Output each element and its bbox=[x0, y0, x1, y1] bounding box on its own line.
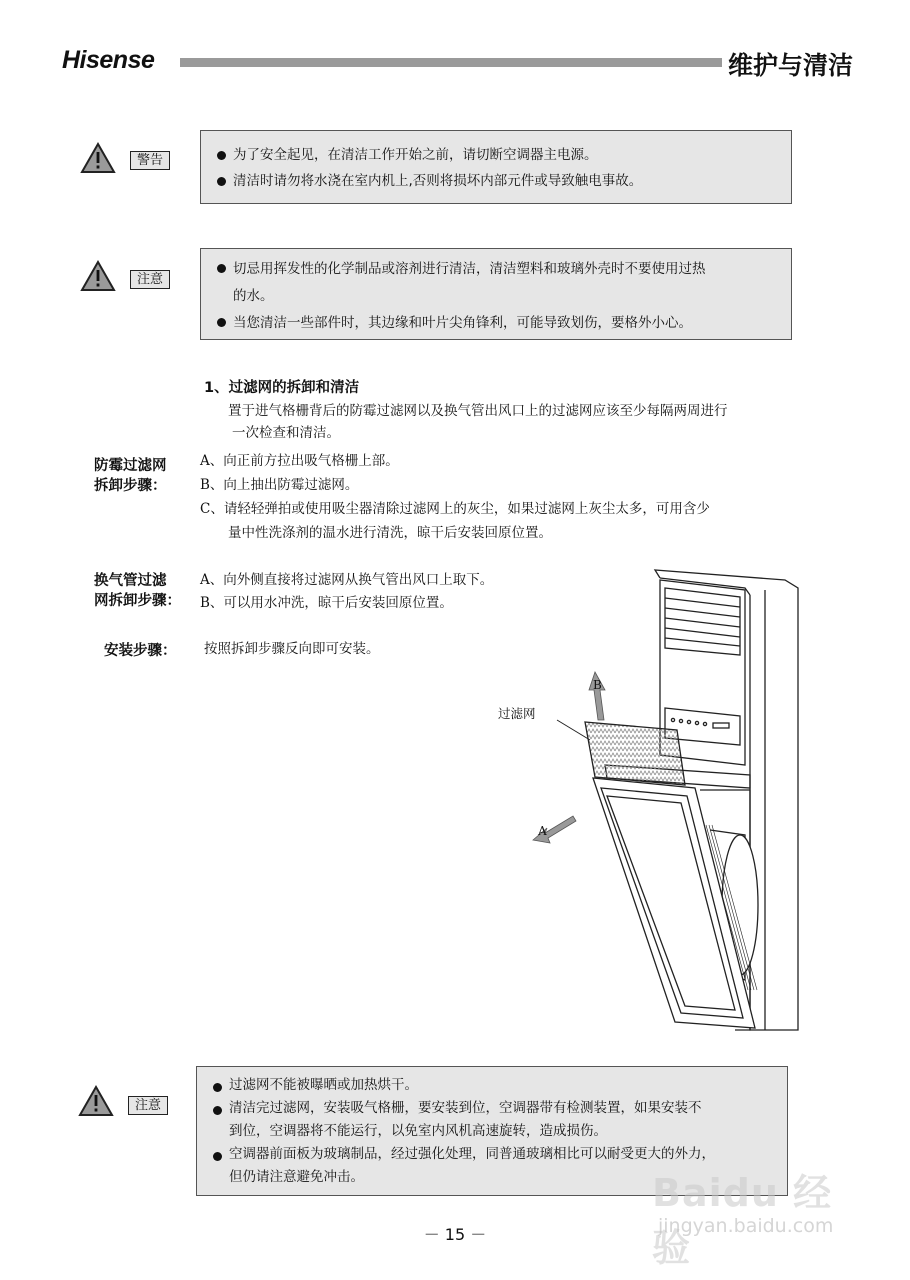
page-title: 维护与清洁 bbox=[728, 51, 854, 80]
warning-tag: 警告 bbox=[130, 151, 170, 170]
mold-step-c: C、请轻轻弹拍或使用吸尘器清除过滤网上的灰尘，如果过滤网上灰尘太多，可用含少 bbox=[200, 501, 710, 517]
warning-item: 为了安全起见，在清洁工作开始之前，请切断空调器主电源。 bbox=[215, 142, 791, 168]
caution-item-continued: 但仍请注意避免冲击。 bbox=[229, 1169, 364, 1185]
watermark-url: jingyan.baidu.com bbox=[658, 1215, 834, 1237]
caution-tag: 注意 bbox=[130, 270, 170, 289]
filter-callout-label: 过滤网 bbox=[498, 706, 536, 721]
mold-filter-label: 防霉过滤网 bbox=[94, 458, 167, 474]
header-rule bbox=[180, 58, 722, 67]
caution-box bbox=[200, 248, 792, 340]
caution-item: 清洁完过滤网，安装吸气格栅，要安装到位，空调器带有检测装置，如果安装不 bbox=[211, 1097, 787, 1120]
caution-item: 当您清洁一些部件时，其边缘和叶片尖角锋利，可能导致划伤，要格外小心。 bbox=[215, 309, 791, 337]
mold-filter-label: 拆卸步骤： bbox=[94, 478, 167, 494]
warning-triangle-icon bbox=[80, 142, 116, 174]
install-label: 安装步骤： bbox=[104, 643, 177, 659]
caution-item: 过滤网不能被曝晒或加热烘干。 bbox=[211, 1074, 787, 1097]
caution-item-continued: 到位，空调器将不能运行，以免室内风机高速旋转，造成损伤。 bbox=[229, 1123, 607, 1139]
arrow-a-label: A bbox=[538, 824, 547, 838]
caution-tag: 注意 bbox=[128, 1096, 168, 1115]
vent-filter-label: 网拆卸步骤： bbox=[94, 593, 181, 609]
section-intro: 置于进气格栅背后的防霉过滤网以及换气管出风口上的过滤网应该至少每隔两周进行 bbox=[228, 403, 728, 419]
vent-step-b: B、可以用水冲洗，晾干后安装回原位置。 bbox=[200, 595, 453, 611]
mold-step-b: B、向上抽出防霉过滤网。 bbox=[200, 477, 359, 493]
install-text: 按照拆卸步骤反向即可安装。 bbox=[204, 641, 380, 657]
mold-step-a: A、向正前方拉出吸气格栅上部。 bbox=[200, 453, 399, 469]
warning-box bbox=[200, 130, 792, 204]
page-number: － 15 － bbox=[423, 1225, 487, 1244]
section-intro: 一次检查和清洁。 bbox=[232, 425, 340, 441]
caution-item: 切忌用挥发性的化学制品或溶剂进行清洁，清洁塑料和玻璃外壳时不要使用过热 bbox=[215, 255, 791, 283]
hisense-logo: Hisense bbox=[62, 46, 155, 74]
warning-item: 清洁时请勿将水浇在室内机上,否则将损坏内部元件或导致触电事故。 bbox=[215, 168, 791, 194]
air-conditioner-illustration bbox=[495, 560, 805, 1045]
vent-step-a: A、向外侧直接将过滤网从换气管出风口上取下。 bbox=[200, 572, 494, 588]
arrow-b-label: B bbox=[593, 678, 602, 692]
caution-item: 空调器前面板为玻璃制品，经过强化处理，同普通玻璃相比可以耐受更大的外力， bbox=[211, 1143, 787, 1166]
caution-triangle-icon bbox=[80, 260, 116, 292]
watermark-brand: Baidu 经验 bbox=[652, 1171, 833, 1270]
vent-filter-label: 换气管过滤 bbox=[94, 573, 167, 589]
mold-step-c: 量中性洗涤剂的温水进行清洗，晾干后安装回原位置。 bbox=[228, 525, 552, 541]
section-heading: 1、过滤网的拆卸和清洁 bbox=[204, 380, 360, 396]
caution-triangle-icon bbox=[78, 1085, 114, 1117]
caution-item-continued: 的水。 bbox=[233, 288, 274, 304]
